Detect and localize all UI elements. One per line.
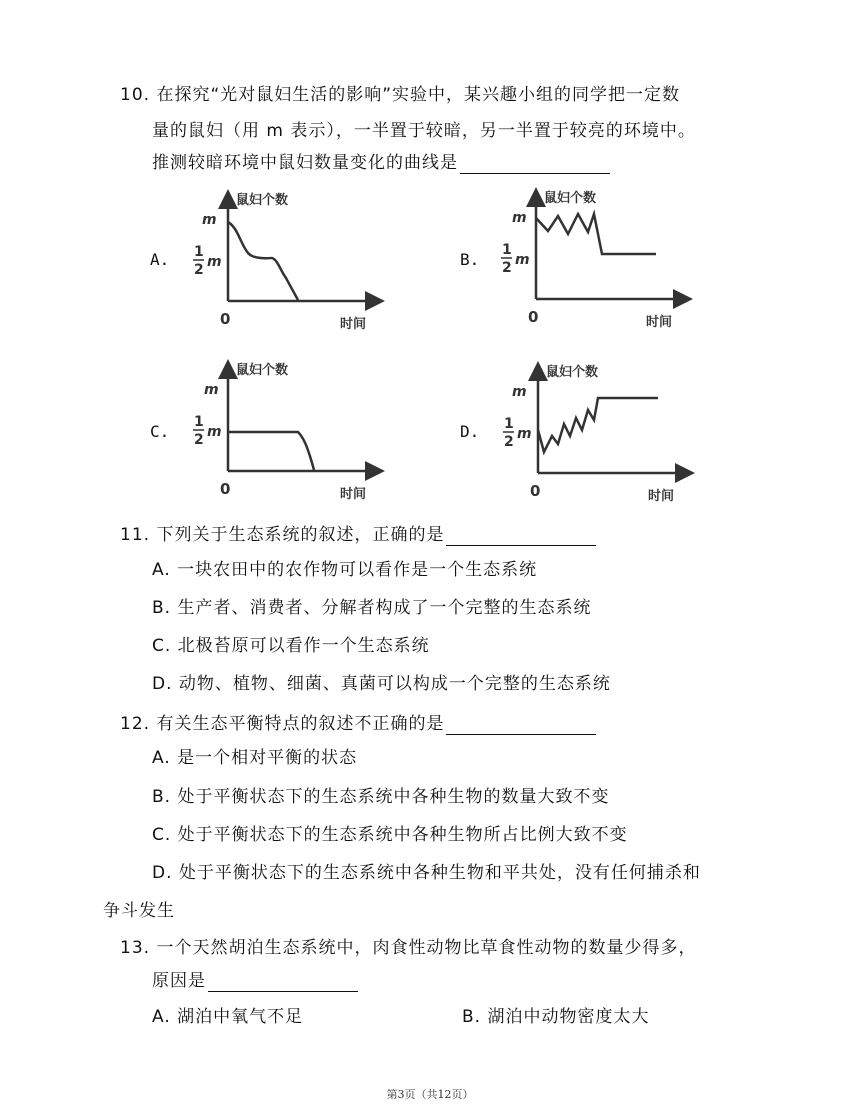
y-axis-label: 鼠妇个数 [544,191,597,206]
x-axis-label: 时间 [340,487,367,502]
q12-answer-blank[interactable] [446,716,596,735]
origin-label: 0 [220,480,231,498]
q13-stem-text: 原因是 [152,971,206,991]
curve-b [536,214,656,254]
x-axis-label: 时间 [340,317,367,332]
m-label: m [512,210,527,226]
q10-stem-line2: 量的鼠妇（用 m 表示），一半置于较暗，另一半置于较亮的环境中。 [152,121,696,141]
curve-c [228,432,314,470]
q11-stem-text: 11. 下列关于生态系统的叙述，正确的是 [120,525,445,545]
m-label: m [512,384,527,400]
m-half-label: m [517,426,532,442]
half-num: 1 [194,244,204,260]
curve-a [228,222,298,300]
q12-option-c[interactable]: C. 处于平衡状态下的生态系统中各种生物所占比例大致不变 [152,825,628,845]
q10-option-c-label: C. [150,422,170,441]
m-label: m [202,212,217,228]
q12-option-d[interactable]: D. 处于平衡状态下的生态系统中各种生物和平共处，没有任何捕杀和 [152,863,701,883]
half-den: 2 [194,262,204,278]
q10-graph-b[interactable] [498,186,698,331]
q10-graph-d[interactable] [500,360,700,505]
q10-answer-blank[interactable] [460,155,610,174]
q10-stem-text: 推测较暗环境中鼠妇数量变化的曲线是 [152,153,458,173]
q11-answer-blank[interactable] [446,527,596,546]
y-axis-label: 鼠妇个数 [546,365,599,380]
half-den: 2 [504,434,514,450]
q10-option-d-label: D. [460,422,480,441]
q12-option-d-continued: 争斗发生 [103,901,175,921]
x-axis-label: 时间 [646,315,673,330]
page-footer: 第3页（共12页） [386,1088,474,1101]
q10-graph-c[interactable] [190,358,390,503]
half-den: 2 [502,260,512,276]
q12-option-b[interactable]: B. 处于平衡状态下的生态系统中各种生物的数量大致不变 [152,787,610,807]
q11-option-a[interactable]: A. 一块农田中的农作物可以看作是一个生态系统 [152,560,538,580]
y-axis-label: 鼠妇个数 [236,363,289,378]
m-label: m [204,382,219,398]
origin-label: 0 [220,310,231,328]
q13-option-a[interactable]: A. 湖泊中氧气不足 [152,1007,304,1027]
y-axis-label: 鼠妇个数 [236,193,289,208]
curve-d [538,398,658,452]
q11-option-d[interactable]: D. 动物、植物、细菌、真菌可以构成一个完整的生态系统 [152,674,611,694]
q11-option-b[interactable]: B. 生产者、消费者、分解者构成了一个完整的生态系统 [152,598,592,618]
q10-option-a-label: A. [150,250,170,269]
q13-answer-blank[interactable] [208,973,358,992]
half-den: 2 [194,432,204,448]
q10-stem-line1: 10. 在探究“光对鼠妇生活的影响”实验中，某兴趣小组的同学把一定数 [120,85,681,105]
m-half-label: m [207,254,222,270]
origin-label: 0 [528,308,539,326]
q11-option-c[interactable]: C. 北极苔原可以看作一个生态系统 [152,636,430,656]
q13-stem-line2 [152,970,358,992]
q11-stem [120,524,596,546]
q13-option-b[interactable]: B. 湖泊中动物密度太大 [462,1007,650,1027]
q10-option-b-label: B. [460,250,480,269]
half-num: 1 [502,242,512,258]
origin-label: 0 [530,482,541,500]
m-half-label: m [515,252,530,268]
q13-stem-line1: 13. 一个天然胡泊生态系统中，肉食性动物比草食性动物的数量少得多， [120,938,697,958]
q12-stem [120,713,596,735]
q10-graph-a[interactable] [190,188,390,333]
half-num: 1 [504,416,514,432]
m-half-label: m [207,424,222,440]
q12-option-a[interactable]: A. 是一个相对平衡的状态 [152,748,358,768]
q12-stem-text: 12. 有关生态平衡特点的叙述不正确的是 [120,714,445,734]
q10-stem-line3 [152,152,610,174]
half-num: 1 [194,414,204,430]
x-axis-label: 时间 [648,489,675,504]
